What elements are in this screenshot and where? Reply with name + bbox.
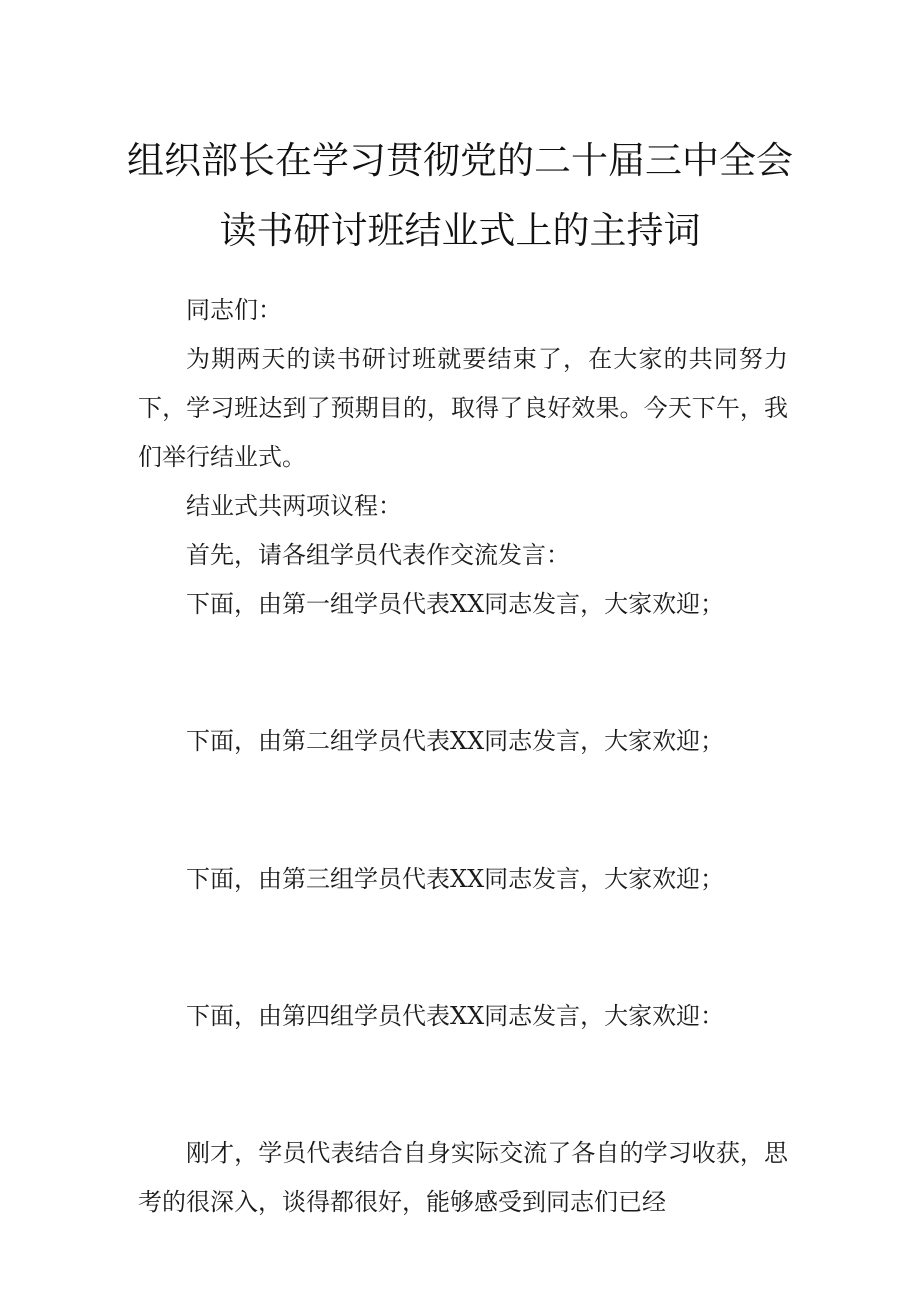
document-title-line-1: 组织部长在学习贯彻党的二十届三中全会 (127, 139, 793, 182)
document-title-line-2: 读书研讨班结业式上的主持词 (219, 209, 701, 252)
speaker-line-group-2: 下面，由第二组学员代表XX同志发言，大家欢迎； (186, 727, 725, 755)
speaker-line-group-1: 下面，由第一组学员代表XX同志发言，大家欢迎； (186, 590, 725, 618)
salutation: 同志们： (186, 296, 282, 324)
body-paragraph-summary: 刚才，学员代表结合自身实际交流了各自的学习收获，思考的很深入，谈得都很好，能够感受到同志们已经 (138, 1139, 788, 1216)
body-paragraph-agenda: 结业式共两项议程： (186, 492, 402, 520)
body-paragraph-opening: 为期两天的读书研讨班就要结束了，在大家的共同努力下，学习班达到了预期目的，取得了良好效果。今天下午，我们举行结业式。 (138, 345, 788, 471)
body-paragraph-first-item: 首先，请各组学员代表作交流发言： (186, 541, 570, 569)
speaker-line-group-3: 下面，由第三组学员代表XX同志发言，大家欢迎； (186, 865, 725, 893)
speaker-line-group-4: 下面，由第四组学员代表XX同志发言，大家欢迎： (186, 1002, 725, 1030)
